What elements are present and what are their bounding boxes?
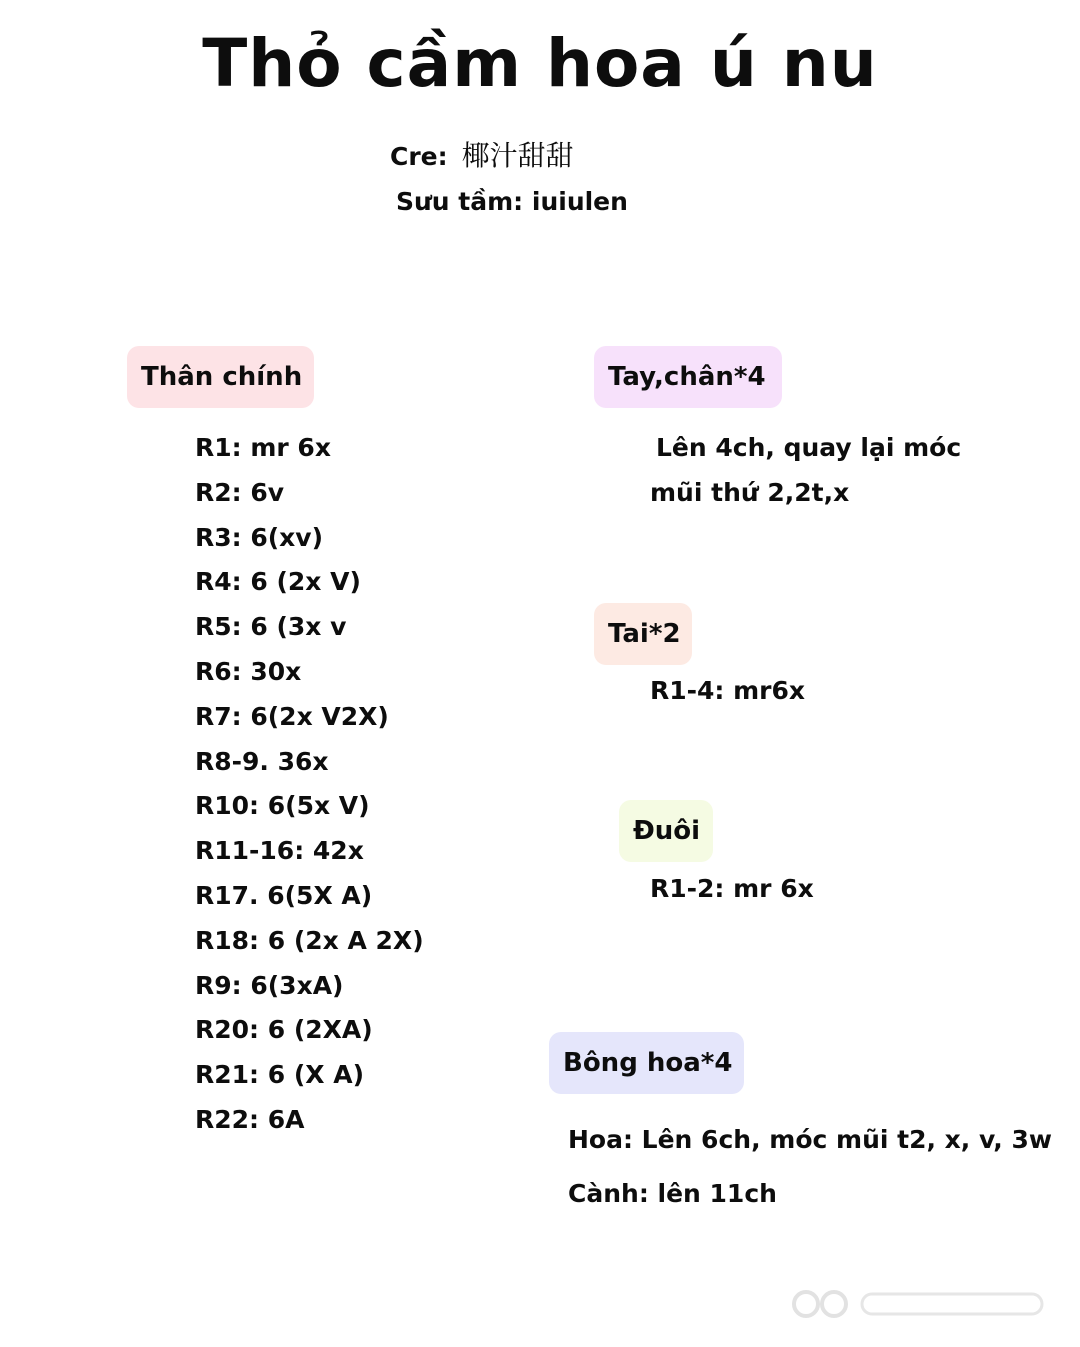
list-item: R21: 6 (X A) bbox=[195, 1060, 365, 1090]
limbs-instruction-2: mũi thứ 2,2t,x bbox=[650, 478, 850, 507]
watermark-icon bbox=[790, 1284, 1050, 1324]
list-item: R18: 6 (2x A 2X) bbox=[195, 925, 424, 955]
watermark-logo bbox=[790, 1284, 1050, 1331]
list-item: R22: 6A bbox=[195, 1104, 305, 1134]
list-item: R5: 6 (3x v bbox=[195, 612, 347, 642]
flower-instruction: Hoa: Lên 6ch, móc mũi t2, x, v, 3w bbox=[568, 1125, 1052, 1154]
credit-label: Cre: bbox=[390, 142, 448, 171]
list-item: R20: 6 (2XA) bbox=[195, 1015, 373, 1045]
section-tag-ears: Tai*2 bbox=[594, 603, 692, 665]
branch-instruction: Cành: lên 11ch bbox=[568, 1179, 777, 1208]
list-item: R10: 6(5x V) bbox=[195, 791, 370, 821]
list-item: R4: 6 (2x V) bbox=[195, 567, 361, 597]
list-item: R1: mr 6x bbox=[195, 433, 331, 462]
list-item: R11-16: 42x bbox=[195, 836, 364, 866]
page-title: Thỏ cầm hoa ú nu bbox=[202, 25, 878, 102]
tail-instruction: R1-2: mr 6x bbox=[650, 874, 814, 903]
section-tag-body: Thân chính bbox=[127, 346, 314, 408]
list-item: R2: 6v bbox=[195, 477, 285, 507]
credit-author: 椰汁甜甜 bbox=[461, 139, 574, 172]
ears-instruction: R1-4: mr6x bbox=[650, 676, 806, 705]
collected-by-line: Sưu tầm: iuiulen bbox=[396, 187, 628, 216]
section-tag-flower: Bông hoa*4 bbox=[549, 1032, 744, 1094]
list-item: R17. 6(5X A) bbox=[195, 880, 373, 910]
limbs-instruction-1: Lên 4ch, quay lại móc bbox=[656, 433, 962, 462]
body-rows-list bbox=[195, 428, 424, 1145]
section-tag-limbs: Tay,chân*4 bbox=[594, 346, 782, 408]
section-tag-tail: Đuôi bbox=[619, 800, 713, 862]
list-item: R3: 6(xv) bbox=[195, 522, 324, 552]
list-item: R7: 6(2x V2X) bbox=[195, 701, 389, 731]
list-item: R6: 30x bbox=[195, 656, 302, 686]
credit-line bbox=[390, 140, 574, 173]
list-item: R9: 6(3xA) bbox=[195, 970, 344, 1000]
list-item: R8-9. 36x bbox=[195, 746, 329, 776]
